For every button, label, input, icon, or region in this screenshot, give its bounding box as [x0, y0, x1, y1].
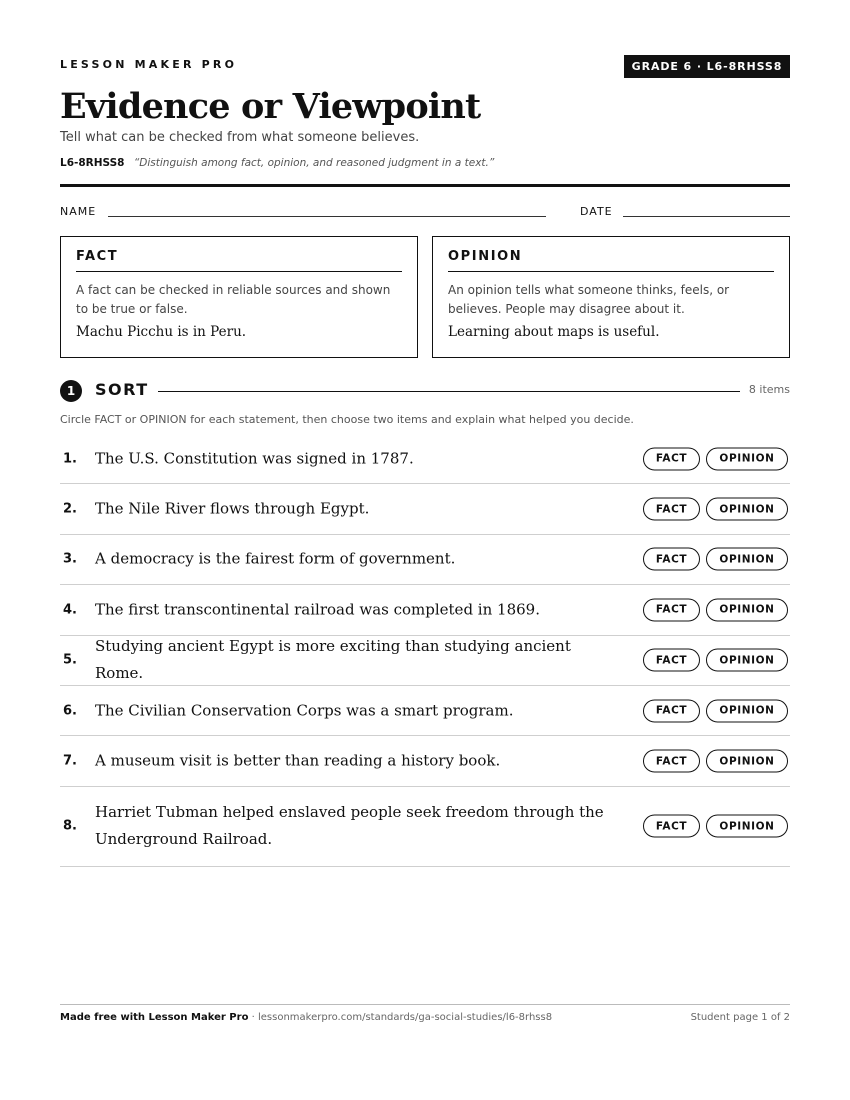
section-number-badge: 1: [60, 380, 82, 402]
statement-list: [60, 434, 790, 867]
item-statement: Harriet Tubman helped enslaved people seek freedom through the Underground Railroad.: [95, 803, 604, 849]
grade-badge: GRADE 6 · L6-8RHSS8: [624, 55, 790, 78]
item-number: 1.: [63, 451, 77, 467]
opinion-choice[interactable]: OPINION: [706, 548, 788, 571]
date-label: DATE: [580, 205, 613, 218]
fact-choice[interactable]: FACT: [643, 649, 700, 672]
fact-choice[interactable]: FACT: [643, 699, 700, 722]
fact-definition-example: Machu Picchu is in Peru.: [76, 324, 247, 340]
opinion-choice[interactable]: OPINION: [706, 750, 788, 773]
item-number: 7.: [63, 753, 77, 769]
fact-definition-text: A fact can be checked in reliable sources and shown to be true or false.: [76, 283, 391, 316]
item-statement: Studying ancient Egypt is more exciting than studying ancient Rome.: [95, 637, 571, 683]
opinion-definition-text: An opinion tells what someone thinks, feels, or believes. People may disagree about it.: [448, 283, 730, 316]
item-statement: The U.S. Constitution was signed in 1787.: [95, 449, 414, 468]
section-rule: [158, 391, 740, 392]
item-statement: A democracy is the fairest form of government.: [95, 549, 456, 568]
statement-item: [60, 585, 790, 635]
item-number: 8.: [63, 818, 77, 834]
statement-item: [60, 434, 790, 484]
opinion-choice[interactable]: OPINION: [706, 699, 788, 722]
header-divider: [60, 184, 790, 187]
item-number: 4.: [63, 602, 77, 618]
opinion-definition-box: [432, 236, 790, 358]
opinion-choice[interactable]: OPINION: [706, 447, 788, 470]
page-subtitle: Tell what can be checked from what someone believes.: [60, 130, 420, 145]
fact-choice[interactable]: FACT: [643, 815, 700, 838]
statement-item: [60, 636, 790, 686]
item-number: 2.: [63, 501, 77, 517]
fact-choice[interactable]: FACT: [643, 598, 700, 621]
standard-line: [60, 157, 494, 169]
item-statement: The Civilian Conservation Corps was a smart program.: [95, 701, 514, 720]
footer-made-with: Made free with Lesson Maker Pro: [60, 1012, 249, 1023]
fact-choice[interactable]: FACT: [643, 750, 700, 773]
standard-description: “Distinguish among fact, opinion, and reasoned judgment in a text.”: [133, 157, 495, 169]
opinion-choice[interactable]: OPINION: [706, 649, 788, 672]
item-number: 5.: [63, 652, 77, 668]
statement-item: [60, 686, 790, 736]
opinion-choice[interactable]: OPINION: [706, 815, 788, 838]
opinion-definition-example: Learning about maps is useful.: [448, 324, 660, 340]
section-instructions: Circle FACT or OPINION for each statement, then choose two items and explain what helped you decide.: [60, 413, 634, 426]
page-title: Evidence or Viewpoint: [60, 86, 481, 127]
fact-choice[interactable]: FACT: [643, 548, 700, 571]
footer-url[interactable]: lessonmakerpro.com/standards/ga-social-studies/l6-8rhss8: [257, 1012, 553, 1023]
footer-separator: ·: [251, 1012, 258, 1023]
item-statement: The first transcontinental railroad was completed in 1869.: [95, 600, 540, 619]
section-title: SORT: [95, 380, 149, 399]
date-field[interactable]: [623, 216, 790, 217]
section-header: [60, 380, 790, 402]
statement-item: [60, 484, 790, 534]
name-date-row: [60, 205, 790, 219]
opinion-definition-heading: OPINION: [448, 249, 774, 272]
fact-choice[interactable]: FACT: [643, 498, 700, 521]
opinion-choice[interactable]: OPINION: [706, 598, 788, 621]
fact-definition-box: [60, 236, 418, 358]
statement-item: [60, 535, 790, 585]
fact-choice[interactable]: FACT: [643, 447, 700, 470]
section-item-count: 8 items: [748, 383, 790, 396]
item-number: 3.: [63, 551, 77, 567]
brand-name: LESSON MAKER PRO: [60, 58, 238, 71]
opinion-choice[interactable]: OPINION: [706, 498, 788, 521]
footer-page-number: Student page 1 of 2: [690, 1012, 790, 1023]
item-number: 6.: [63, 703, 77, 719]
statement-item: [60, 736, 790, 786]
standard-code: L6-8RHSS8: [60, 157, 125, 169]
footer-divider: [60, 1004, 790, 1005]
item-statement: The Nile River flows through Egypt.: [95, 499, 370, 518]
item-statement: A museum visit is better than reading a history book.: [95, 751, 501, 770]
name-field[interactable]: [108, 216, 546, 217]
worksheet-page: [60, 0, 790, 1100]
footer-credit: [60, 1012, 552, 1023]
fact-definition-heading: FACT: [76, 249, 402, 272]
name-label: NAME: [60, 205, 97, 218]
statement-item: [60, 787, 790, 867]
